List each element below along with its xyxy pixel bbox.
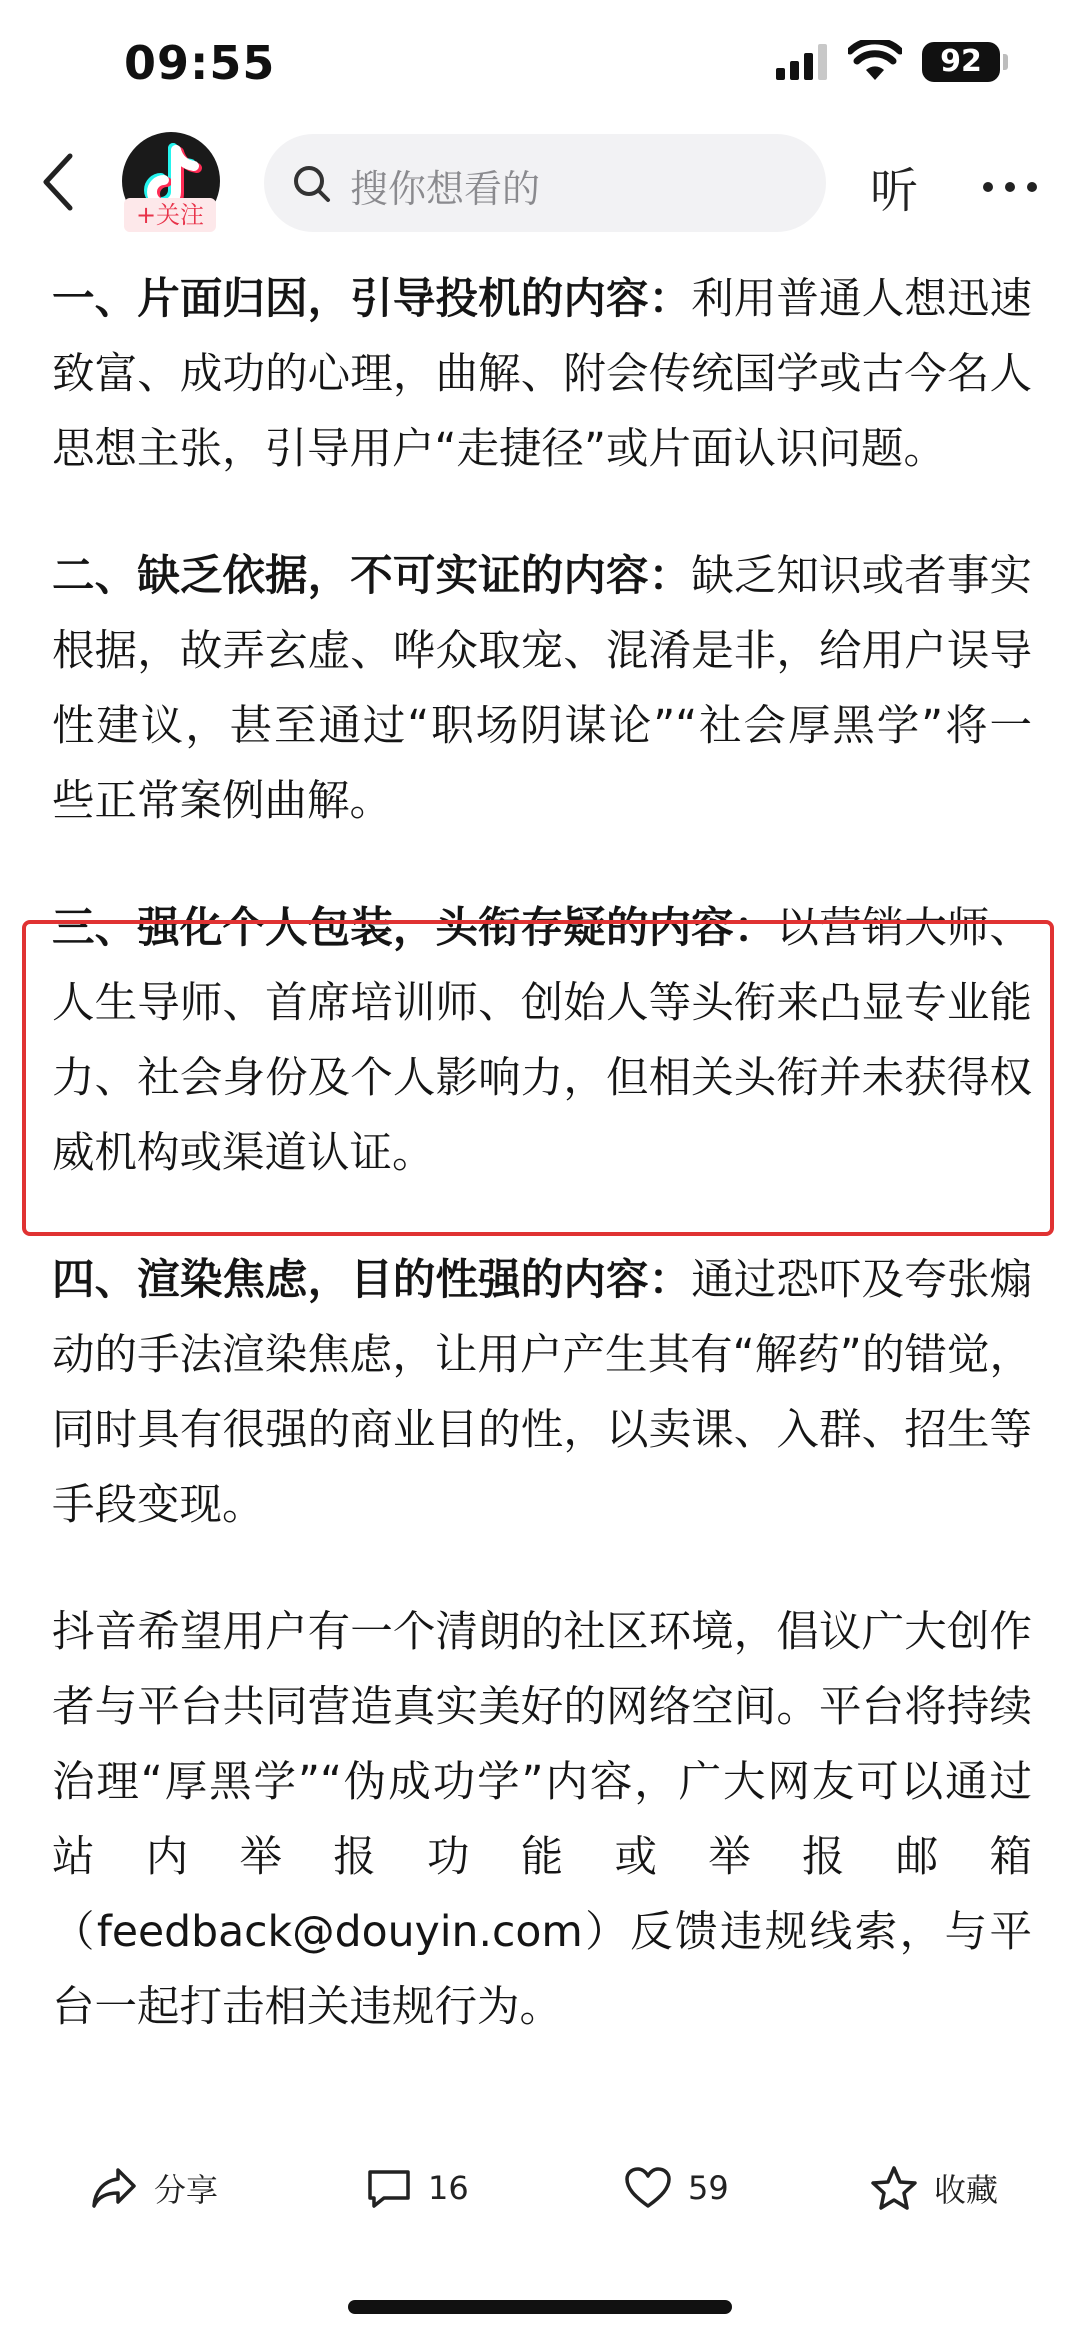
article-paragraph-5 (52, 1595, 1032, 2045)
search-placeholder: 搜你想看的 (350, 167, 541, 211)
paragraph-heading: 四、渲染焦虑，目的性强的内容： (52, 1256, 692, 1305)
favorite-button[interactable] (870, 2148, 998, 2228)
paragraph-heading: 三、强化个人包装，头衔存疑的内容： (52, 904, 777, 953)
paragraph-text: 缺乏知识或者事实根据，故弄玄虚、哗众取宠、混淆是非，给用户误导性建议，甚至通过“职场阴谋论”“社会厚黑学”将一些正常案例曲解。 (52, 552, 1032, 826)
favorite-label: 收藏 (934, 2171, 999, 2209)
article-paragraph-1 (52, 262, 1032, 487)
paragraph-heading: 一、片面归因，引导投机的内容： (52, 275, 692, 324)
share-button[interactable] (90, 2148, 218, 2228)
article-paragraph-2 (52, 539, 1032, 839)
signal-icon (776, 44, 832, 80)
listen-button[interactable]: 听 (870, 163, 919, 219)
follow-button[interactable]: +关注 (124, 198, 216, 232)
comment-count: 16 (428, 2169, 469, 2207)
action-bar (0, 2148, 1080, 2228)
status-time: 09:55 (124, 36, 276, 90)
star-icon (870, 2165, 918, 2211)
home-indicator (348, 2300, 732, 2314)
like-button[interactable] (624, 2148, 729, 2228)
back-icon[interactable] (40, 152, 76, 212)
paragraph-text: 抖音希望用户有一个清朗的社区环境，倡议广大创作者与平台共同营造真实美好的网络空间。平台将持续治理“厚黑学”“伪成功学”内容，广大网友可以通过站内举报功能或举报邮箱（feedback@douyin.com）反馈违规线索，与平台一起打击相关违规行为。 (52, 1608, 1032, 2032)
paragraph-heading: 二、缺乏依据，不可实证的内容： (52, 552, 692, 601)
article-paragraph-4 (52, 1243, 1032, 1543)
comment-icon (366, 2166, 412, 2210)
battery-cap (1003, 54, 1008, 70)
search-box[interactable] (264, 134, 826, 232)
more-dots-icon[interactable] (980, 180, 1040, 194)
share-label: 分享 (154, 2171, 219, 2209)
paragraph-text: 利用普通人想迅速致富、成功的心理，曲解、附会传统国学或古今名人思想主张，引导用户“走捷径”或片面认识问题。 (52, 275, 1032, 474)
status-bar (0, 0, 1080, 120)
battery-icon: 92 (922, 42, 1000, 82)
paragraph-text: 以营销大师、人生导师、首席培训师、创始人等头衔来凸显专业能力、社会身份及个人影响力，但相关头衔并未获得权威机构或渠道认证。 (52, 904, 1032, 1178)
wifi-icon (848, 40, 902, 82)
like-count: 59 (688, 2169, 729, 2207)
search-icon (292, 164, 332, 204)
paragraph-text: 通过恐吓及夸张煽动的手法渲染焦虑，让用户产生其有“解药”的错觉，同时具有很强的商业目的性，以卖课、入群、招生等手段变现。 (52, 1256, 1032, 1530)
heart-icon (624, 2166, 672, 2210)
share-icon (90, 2166, 138, 2210)
comment-button[interactable] (366, 2148, 469, 2228)
highlight-box (22, 920, 1054, 1236)
